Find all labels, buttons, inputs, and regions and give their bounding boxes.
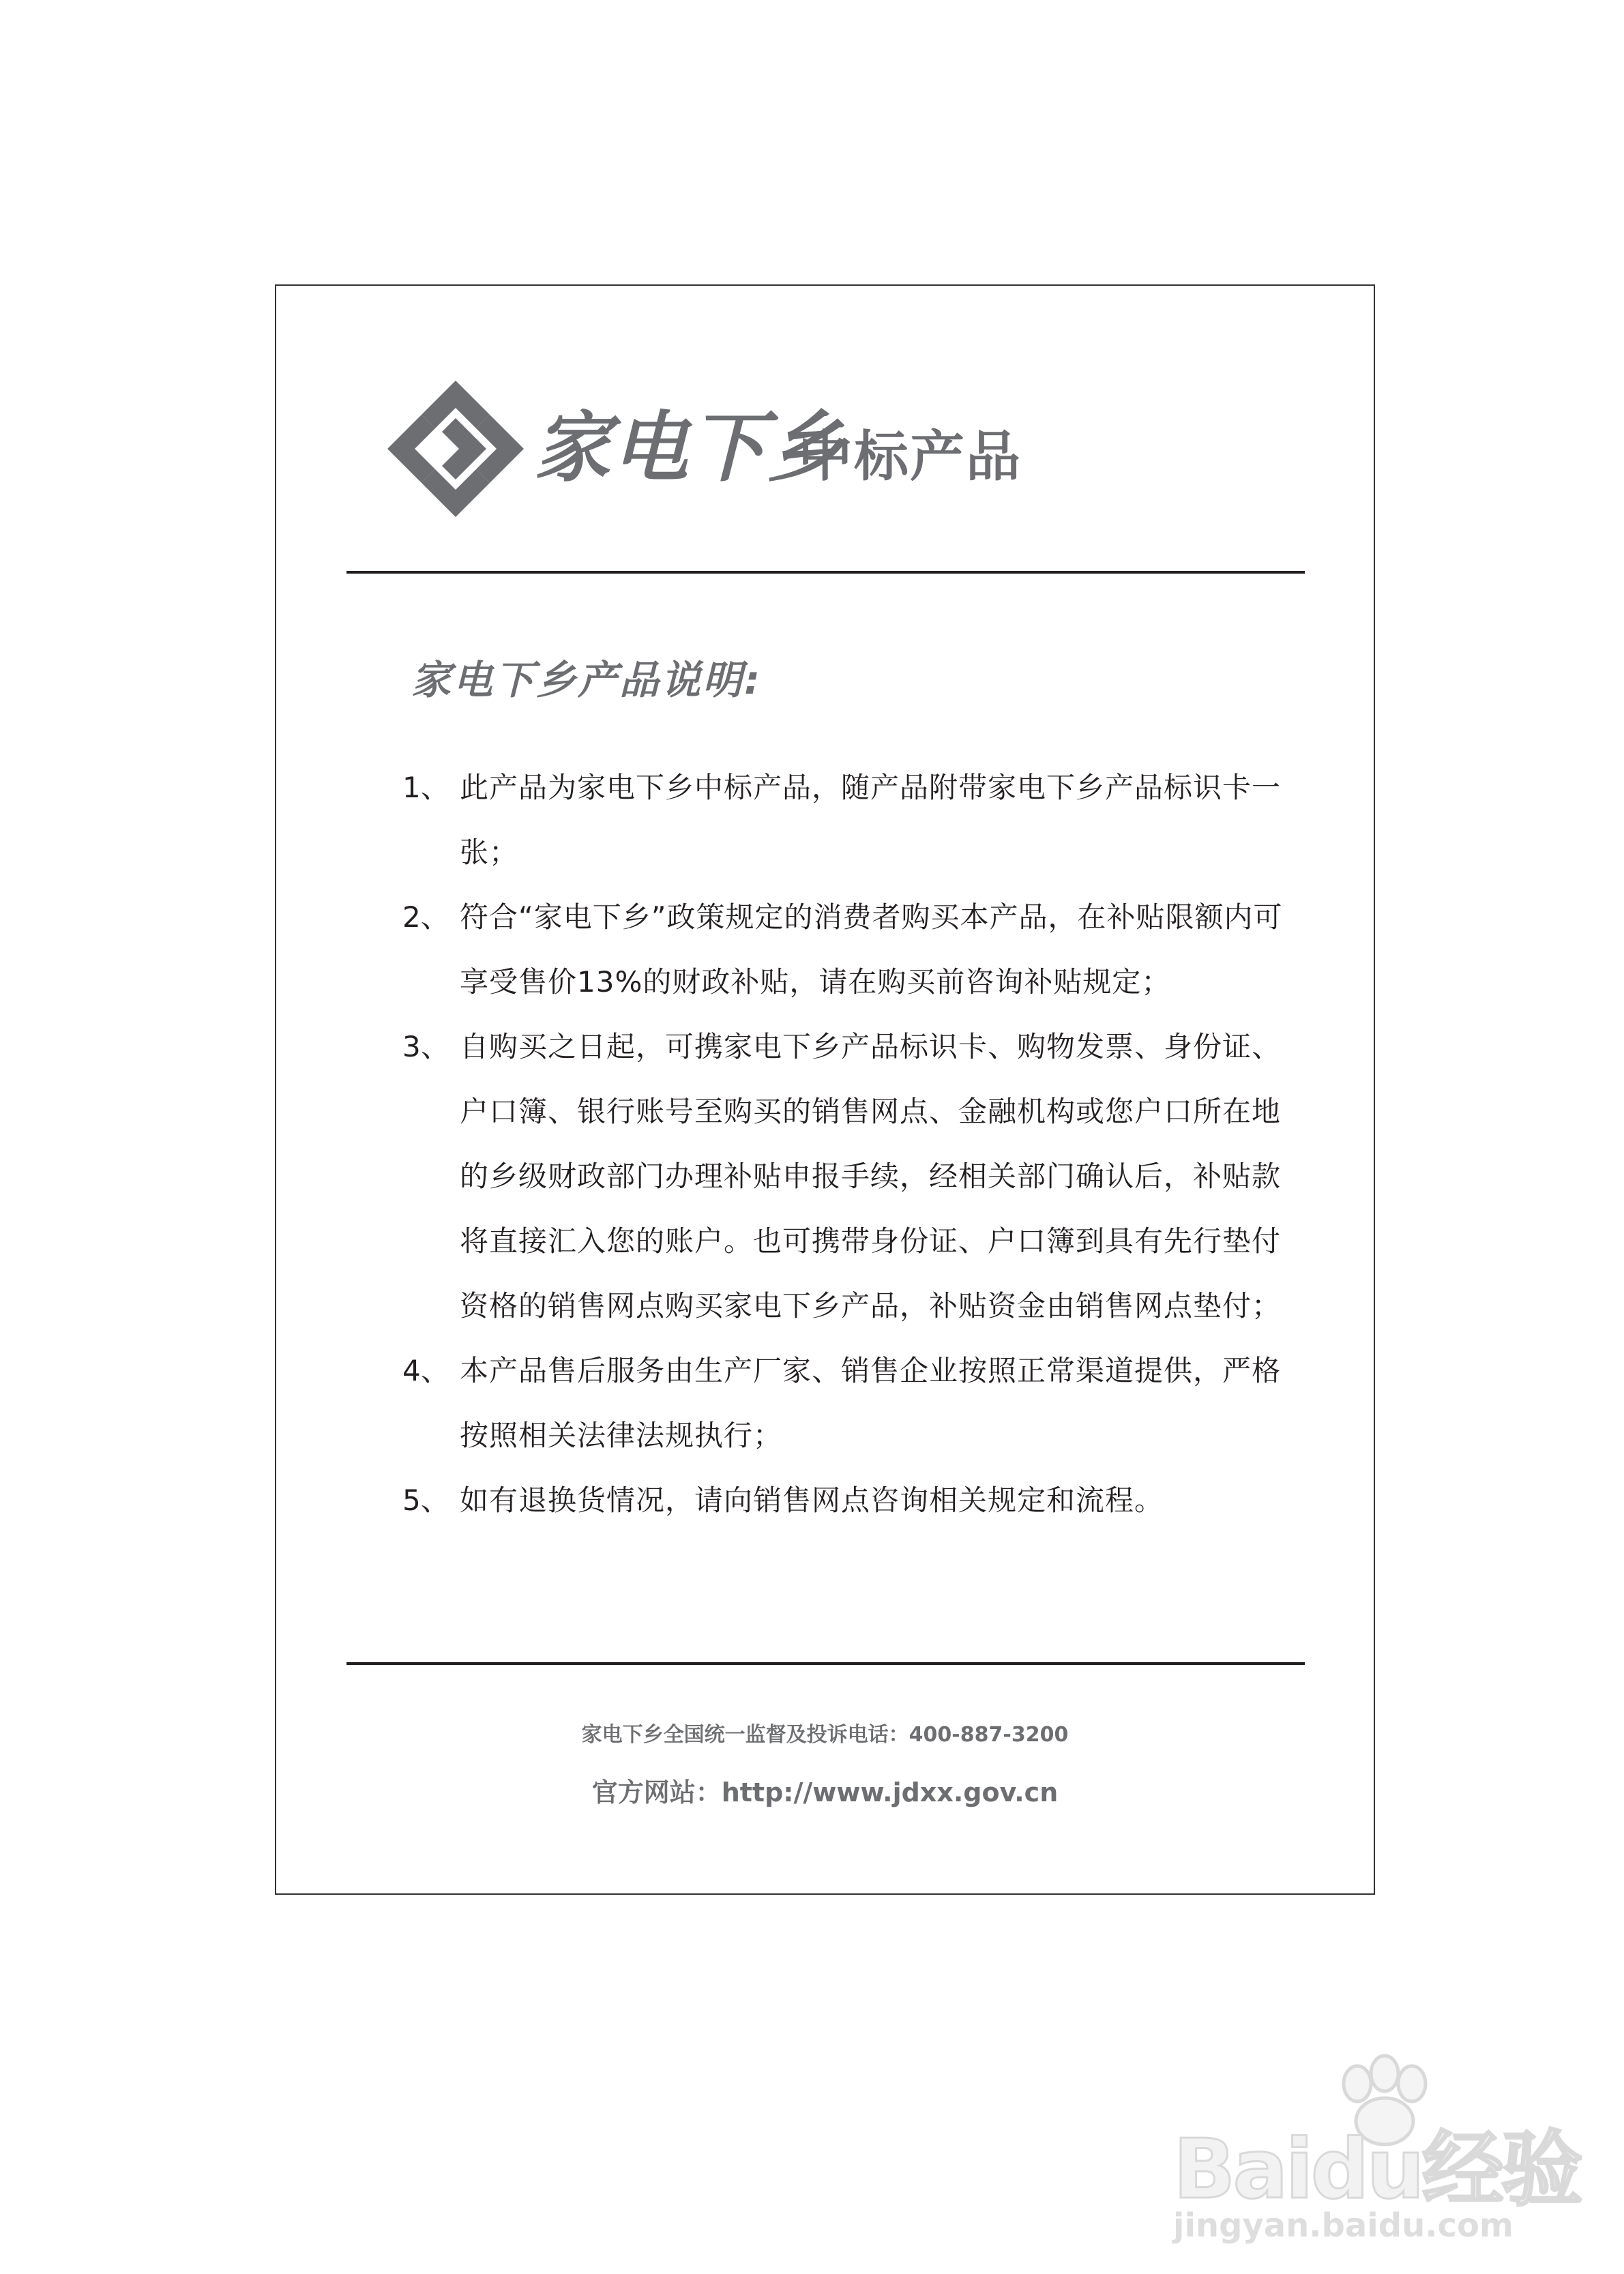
list-item bbox=[402, 1468, 1310, 1533]
hotline-text: 家电下乡全国统一监督及投诉电话：400-887-3200 bbox=[581, 1723, 1069, 1747]
item-number: 5、 bbox=[402, 1483, 449, 1517]
list-item bbox=[402, 1338, 1310, 1468]
item-number: 2、 bbox=[402, 900, 449, 934]
list-item bbox=[402, 1014, 1310, 1338]
list-item bbox=[402, 885, 1310, 1014]
logo-sub-text: 中标产品 bbox=[798, 425, 1022, 488]
item-text: 符合“家电下乡”政策规定的消费者购买本产品，在补贴限额内可享受售价13%的财政补贴，请在购买前咨询补贴规定； bbox=[460, 900, 1283, 999]
item-text: 此产品为家电下乡中标产品，随产品附带家电下乡产品标识卡一张； bbox=[460, 771, 1282, 869]
item-text: 自购买之日起，可携家电下乡产品标识卡、购物发票、身份证、户口簿、银行账号至购买的销售网点、金融机构或您户口所在地的乡级财政部门办理补贴申报手续，经相关部门确认后，补贴款将直接汇入您的账户。也可携带身份证、户口簿到具有先行垫付资格的销售网点购买家电下乡产品，补贴资金由销售网点垫付； bbox=[460, 1030, 1282, 1323]
item-number: 1、 bbox=[402, 771, 449, 804]
section-title: 家电下乡产品说明: bbox=[411, 657, 763, 703]
item-text: 本产品售后服务由生产厂家、销售企业按照正常渠道提供，严格按照相关法律法规执行； bbox=[460, 1354, 1282, 1452]
list-item bbox=[402, 755, 1310, 885]
top-divider bbox=[346, 571, 1305, 574]
logo-main-text: 家电下乡 bbox=[534, 404, 845, 492]
website-text: 官方网站：http://www.jdxx.gov.cn bbox=[591, 1777, 1059, 1807]
watermark-brand: Baidu经验 bbox=[1173, 2123, 1580, 2217]
item-number: 4、 bbox=[402, 1354, 449, 1387]
baidu-jingyan-watermark bbox=[1160, 2053, 1580, 2258]
jiadian-xiaxiang-logo-icon bbox=[387, 381, 524, 517]
bottom-divider bbox=[346, 1662, 1305, 1665]
item-text: 如有退换货情况，请向销售网点咨询相关规定和流程。 bbox=[460, 1483, 1164, 1517]
watermark-url: jingyan.baidu.com bbox=[1173, 2206, 1514, 2245]
item-number: 3、 bbox=[402, 1030, 449, 1063]
